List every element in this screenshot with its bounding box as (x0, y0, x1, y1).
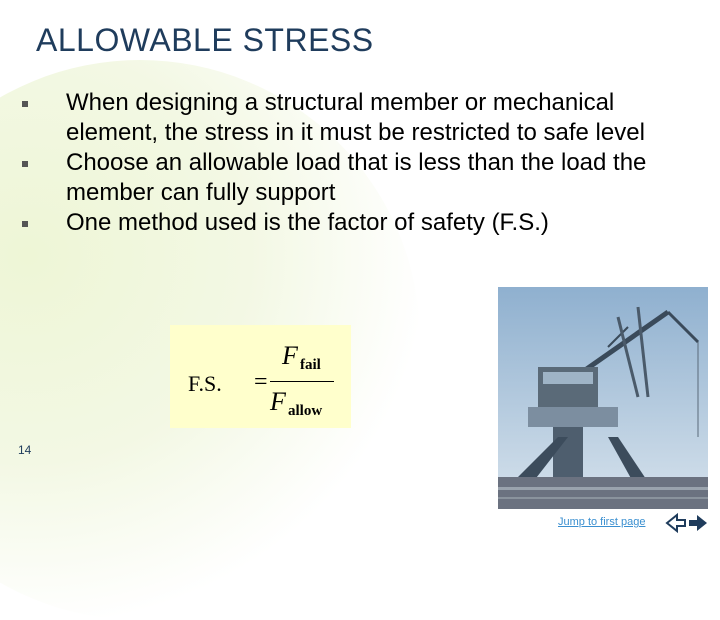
jump-to-first-page-link[interactable]: Jump to first page (558, 516, 646, 528)
crane-illustration (498, 287, 708, 509)
bullet-item-3 (22, 208, 662, 238)
bullet-text: One method used is the factor of safety (F.S.) (66, 209, 549, 236)
bullet-item-1 (22, 88, 662, 148)
bullet-text: Choose an allowable load that is less than the load the member can fully support (66, 149, 647, 206)
bullet-list (22, 88, 662, 238)
factor-of-safety-formula (188, 333, 348, 423)
formula-denominator: F (270, 387, 286, 416)
double-arrow-navigation-icon[interactable] (665, 512, 709, 534)
formula-numerator: F (282, 341, 298, 370)
bullet-square-icon (22, 101, 28, 107)
formula-denominator-subscript: allow (288, 403, 323, 419)
page-number: 14 (18, 443, 32, 457)
formula-numerator-subscript: fail (300, 357, 321, 373)
harbor-crane-photo (498, 287, 708, 509)
bullet-square-icon (22, 221, 28, 227)
bullet-item-2 (22, 148, 662, 208)
fraction-bar (270, 381, 334, 382)
bullet-text: When designing a structural member or mechanical element, the stress in it must be restricted to safe level (66, 89, 645, 146)
slide-title: ALLOWABLE STRESS (36, 22, 374, 58)
formula-lhs: F.S. (188, 371, 222, 396)
formula-box (170, 325, 351, 428)
formula-equals: = (254, 369, 268, 395)
bullet-square-icon (22, 161, 28, 167)
